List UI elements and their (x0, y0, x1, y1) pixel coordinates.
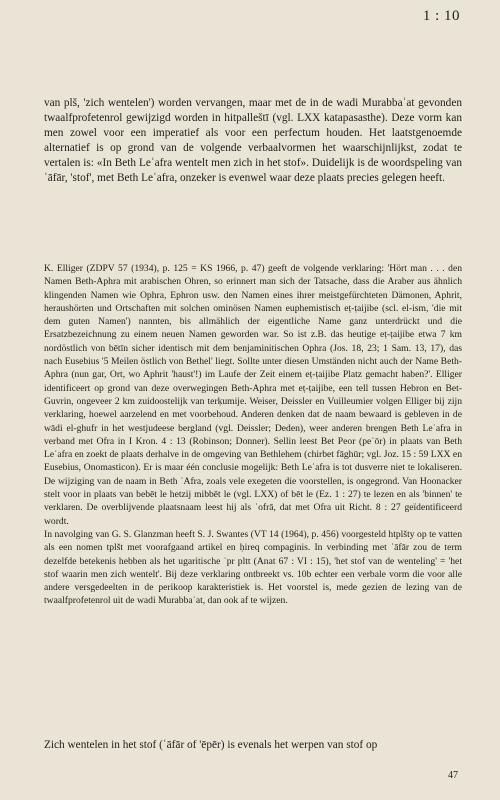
section-reference: 1 : 10 (422, 8, 460, 24)
main-text (44, 96, 462, 187)
page-number: 47 (448, 770, 458, 781)
closing-paragraph: Zich wentelen in het stof (ʿāfār of 'ēpēr) is evenals het werpen van stof op (44, 739, 378, 751)
continuation-text (44, 738, 462, 753)
main-paragraph: van plš, 'zich wentelen') worden vervangen, maar met de in de wadi Murabbaʿat gevonden twaalfprofetenrol gewijzigd worden in hitpalleštī (vgl. LXX katapasasthe). Deze vorm kan men zowel voor een imperatief als voor een perfectum houden. Het laatstgenoemde alternatief is op grond van de volgende verbaalvormen het waarschijnlijkst, zodat te vertalen is: «In Beth Leʿafra wentelt men zich in het stof». Duidelijk is de woordspeling van ʿāfār, 'stof', met Beth Leʿafra, onzeker is evenwel waar deze plaats precies gelegen heeft. (44, 97, 462, 185)
note-paragraph-1: K. Elliger (ZDPV 57 (1934), p. 125 = KS 1966, p. 47) geeft de volgende verklaring: 'Hört man . . . den Namen Beth-Aphra mit arabischen Ohren, so erinnert man sich der Tatsache, dass die Araber aus ähnlich klingenden Namen wie Ophra, Ephron usw. den Namen eines ihrer meistgefürchteten Dämonen, Aphrit, heraushörten und Ortschaften mit solchen ominösen Namen euphemistisch eṭ-ṭaijibe (scl. el-ism, 'die mit dem guten Namen') nannten, bis allmählich der eigentliche Name ganz unterdrückt und die Ersatzbezeichnung zu einem neuen Namen geworden war. So ist z.B. das heutige eṭ-ṭaijibe etwa 7 km nordöstlich von bētīn sicher identisch mit dem benjaminitischen Ophra (Jos. 18, 23; 1 Sam. 13, 17), das nach Eusebius '5 Meilen östlich von Bethel' liegt. Sollte unter diesen Umständen nicht auch der Name Beth-Aphra (nun gar, Ort, wo Aphrit 'haust'!) im Laufe der Zeit einem eṭ-ṭaijibe Platz gemacht haben?'. Elliger identificeert op grond van deze overwegingen Beth-Aphra met eṭ-ṭaijibe, een tell tussen Hebron en Bet-Guvrin, ongeveer 2 km zuidoostelijk van terḳumije. Weiser, Deissler en Vuilleumier volgen Elliger bij zijn verklaring, hoewel aarzelend en met voorbehoud. Anderen denken dat de naam bewaard is gebleven in de wādi el-ghufr in het westjudeese bergland (vgl. Deissler; Deden), weer anderen brengen Beth Leʿafra in verband met Ofra in I Kron. 4 : 13 (Robinson; Donner). Sellin leest Bet Peor (peʿōr) in plaats van Beth Leʿafra en zoekt de plaats derhalve in de omgeving van Bethlehem (chirbet fāghūr; vgl. Joz. 15 : 59 LXX en Eusebius, Onomasticon). Er is maar één conclusie mogelijk: Beth Leʿafra is tot dusverre niet te lokaliseren. De wijziging van de naam in Beth ʿAfra, zoals vele exegeten die voorstellen, is ongegrond. Van Hoonacker stelt voor in plaats van bebēt le hetzij mibbēt le (vgl. LXX) of bēt le (Ez. 1 : 27) te lezen en als 'binnen' te verklaren. De overblijvende plaatsnaam leest hij als ʿofrā, dat met Ofra uit Richt. 8 : 27 geïdentificeerd wordt. (44, 263, 462, 527)
note-paragraph-2: In navolging van G. S. Glanzman heeft S. J. Swantes (VT 14 (1964), p. 456) voorgesteld htplšty op te vatten als een nomen tplšt met voorafgaand artikel en ḥireq compaginis. In verbinding met ʿāfār zou de term dezelfde betekenis hebben als het ugaritische ʿpr pltt (Anat 67 : VI : 15), 'het stof van de wenteling' = 'het stof waarin men zich wentelt'. Bij deze verklaring ontbreekt vs. 10b echter een verbale vorm die voor alle andere versgedeelten in de perikoop karakteristiek is. Het voorstel is, mede gezien de lezing van de twaalfprofetenrol uit de wadi Murabbaʿat, dan ook af te wijzen. (44, 528, 462, 607)
commentary-notes (44, 262, 462, 608)
